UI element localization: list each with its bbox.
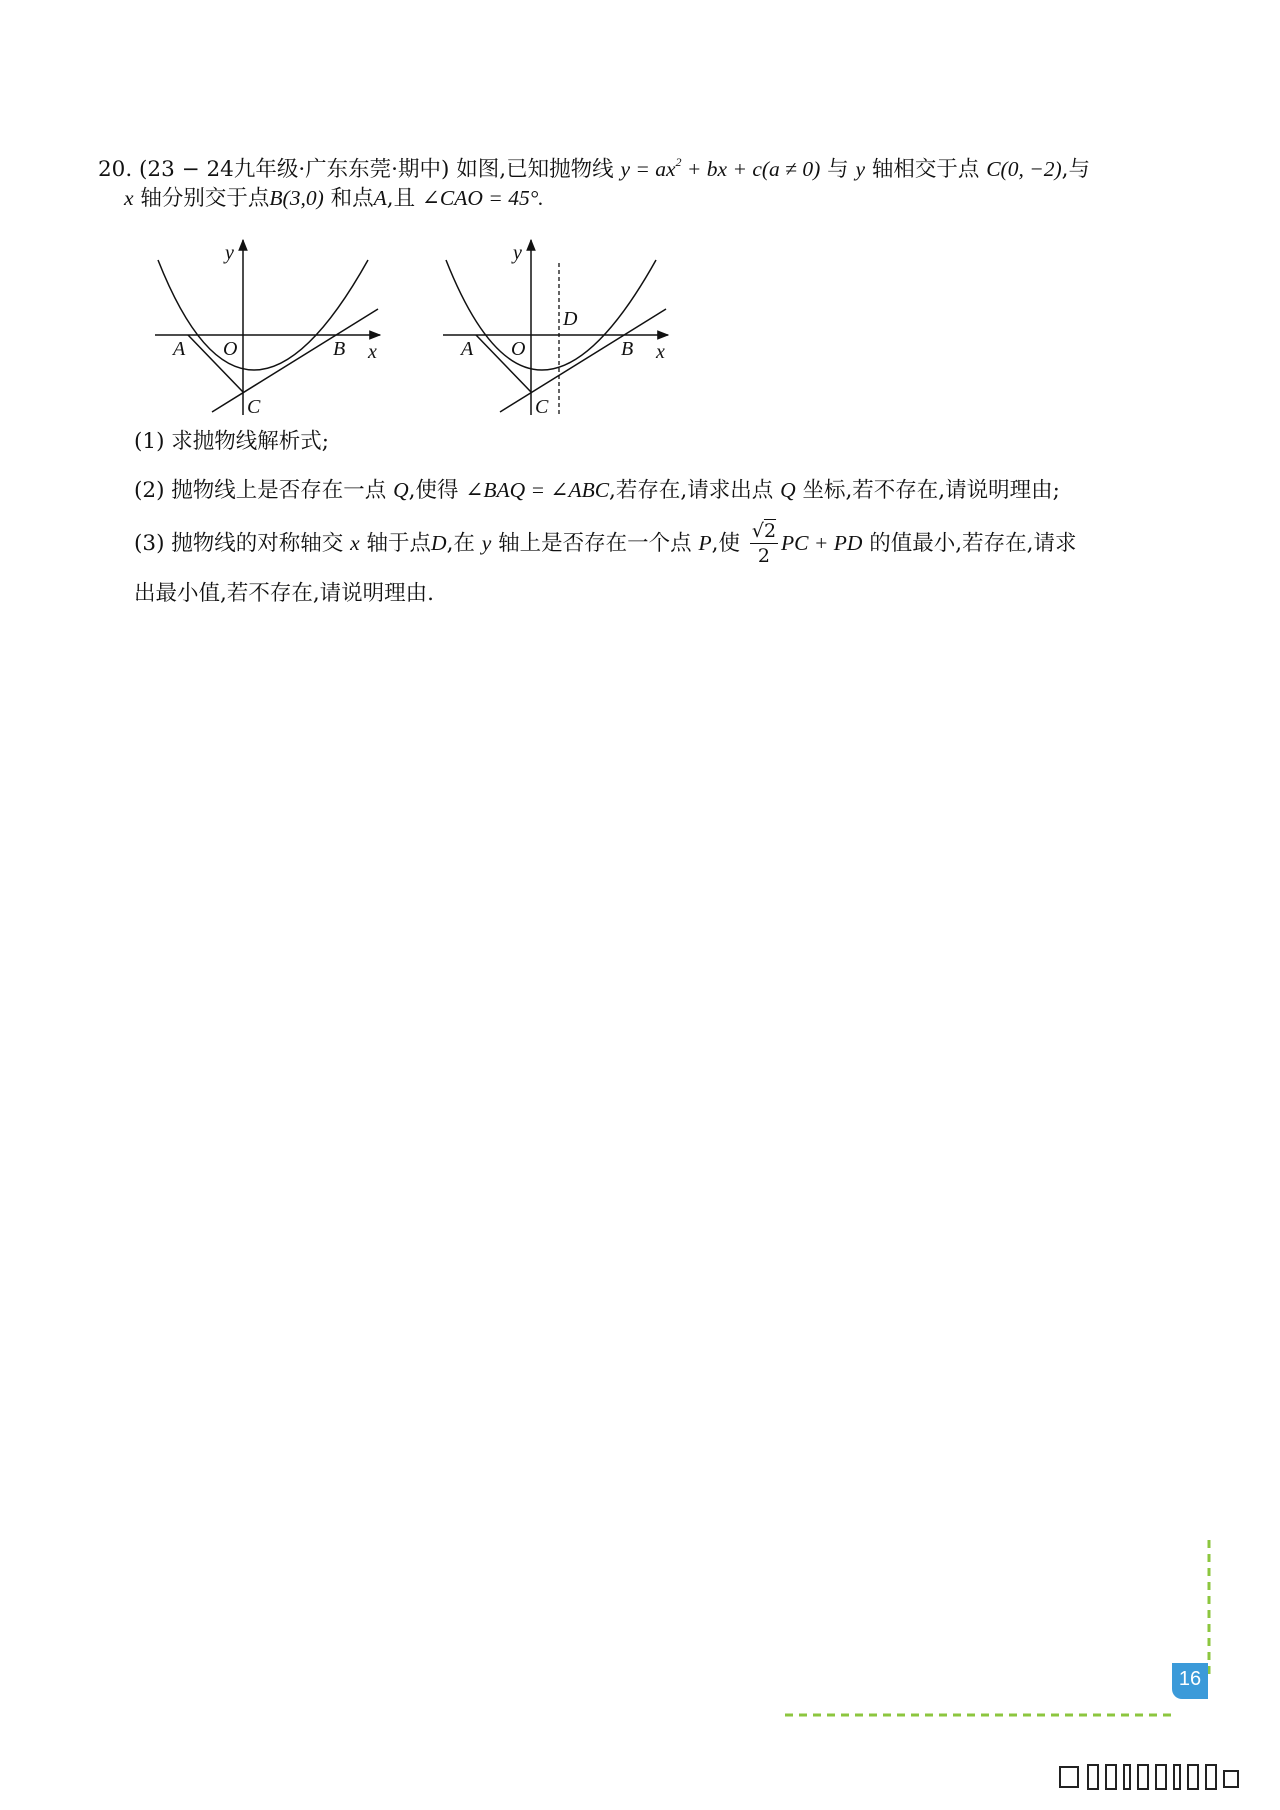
text: 出最小值,若不存在,请说明理由. [134, 581, 435, 606]
text: ,使得 [408, 478, 459, 503]
text: ,若存在,请求出点 [609, 478, 774, 503]
label-b: B [333, 338, 346, 360]
text: ,在 [446, 531, 475, 556]
page-number: 16 [1178, 1668, 1202, 1690]
var-y: y [855, 157, 866, 181]
label-y: y [225, 242, 234, 264]
text: 轴于点 [366, 531, 432, 556]
question-3 [134, 522, 1076, 566]
label-a: A [173, 338, 186, 360]
text: 轴上是否存在一个点 [498, 531, 692, 556]
line-cb [500, 309, 666, 412]
point-c: C(0, −2) [986, 157, 1062, 181]
page-number-badge [1172, 1663, 1208, 1699]
line-cb [212, 309, 378, 412]
label-o: O [223, 338, 238, 360]
question-3-line-2 [134, 578, 434, 610]
problem-intro: 如图,已知抛物线 [456, 157, 614, 182]
var-y: y [481, 531, 492, 555]
label-c: C [535, 396, 549, 418]
angle-equation: ∠BAQ = ∠ABC [465, 478, 610, 502]
fraction-sqrt2-over-2: $\frac{√2}{2}$ [751, 520, 777, 567]
text: ,使 [711, 531, 740, 556]
label-x: x [656, 341, 665, 363]
point-p: P [698, 531, 712, 555]
problem-source: (23 − 24九年级·广东东莞·期中) [139, 157, 450, 182]
text: 与 [827, 157, 849, 182]
text: 轴相交于点 [871, 157, 980, 182]
page-corner-decoration [780, 1535, 1220, 1725]
point-q: Q [780, 478, 796, 502]
label-c: C [247, 396, 261, 418]
text: 坐标,若不存在,请说明理由; [802, 478, 1060, 503]
var-x: x [350, 531, 360, 555]
var-x: x [124, 186, 134, 210]
angle-condition: ∠CAO = 45°. [421, 186, 544, 210]
label-o: O [511, 338, 526, 360]
point-a: A [373, 186, 387, 210]
label-y: y [513, 242, 522, 264]
question-1-text: (1) 求抛物线解析式; [134, 429, 330, 454]
text: (2) 抛物线上是否存在一点 [134, 478, 387, 503]
problem-line-1 [98, 146, 1090, 186]
text: ,与 [1061, 157, 1090, 182]
point-q: Q [393, 478, 409, 502]
text: 轴分别交于点 [140, 186, 270, 211]
watermark-logo [1058, 1763, 1258, 1791]
expression: PC + PD [781, 531, 863, 555]
text: 和点 [330, 186, 374, 211]
label-b: B [621, 338, 634, 360]
label-x: x [368, 341, 377, 363]
text: 的值最小,若存在,请求 [869, 531, 1077, 556]
text: (3) 抛物线的对称轴交 [134, 531, 344, 556]
label-a: A [461, 338, 474, 360]
figure-2 [438, 235, 678, 425]
question-2 [134, 474, 1060, 507]
problem-line-2 [124, 182, 544, 215]
figure-1 [150, 235, 390, 425]
point-d: D [431, 531, 447, 555]
point-b: B(3,0) [269, 186, 324, 210]
label-d: D [563, 308, 578, 330]
question-1 [134, 426, 329, 458]
text: ,且 [386, 186, 416, 211]
problem-number: 20. [98, 157, 133, 182]
equation: $y = ax^2$ + bx + c(a ≠ 0) [620, 155, 821, 181]
